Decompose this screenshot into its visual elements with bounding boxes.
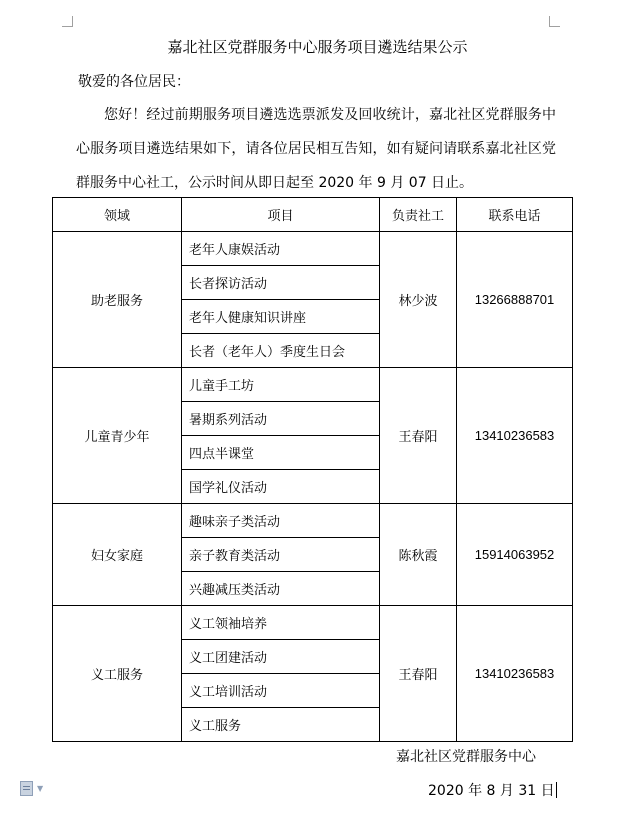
project-cell: 老年人健康知识讲座	[182, 300, 380, 334]
header-phone: 联系电话	[457, 198, 573, 232]
chevron-down-icon[interactable]: ▼	[37, 784, 44, 793]
table-row	[53, 504, 573, 538]
results-table	[52, 197, 573, 742]
signature: 嘉北社区党群服务中心	[396, 749, 536, 765]
project-cell: 兴趣减压类活动	[182, 572, 380, 606]
worker-cell: 王春阳	[380, 368, 457, 504]
project-cell: 国学礼仪活动	[182, 470, 380, 504]
crop-mark-icon	[549, 16, 560, 27]
table-row	[53, 232, 573, 266]
domain-cell: 义工服务	[53, 606, 182, 742]
header-worker: 负责社工	[380, 198, 457, 232]
domain-cell: 妇女家庭	[53, 504, 182, 606]
project-cell: 亲子教育类活动	[182, 538, 380, 572]
table-header-row	[53, 198, 573, 232]
worker-cell: 陈秋霞	[380, 504, 457, 606]
project-cell: 趣味亲子类活动	[182, 504, 380, 538]
header-project: 项目	[182, 198, 380, 232]
project-cell: 义工团建活动	[182, 640, 380, 674]
project-cell: 四点半课堂	[182, 436, 380, 470]
body-paragraph: 您好！经过前期服务项目遴选选票派发及回收统计，嘉北社区党群服务中心服务项目遴选结果如下，请各位居民相互告知，如有疑问请联系嘉北社区党群服务中心社工，公示时间从即日起至 2020 年 9 月 07 日止。	[76, 107, 556, 191]
table-row	[53, 368, 573, 402]
phone-cell: 15914063952	[457, 504, 573, 606]
date-line[interactable]	[428, 780, 557, 800]
worker-cell: 王春阳	[380, 606, 457, 742]
project-cell: 儿童手工坊	[182, 368, 380, 402]
page-title: 嘉北社区党群服务中心服务项目遴选结果公示	[167, 38, 468, 56]
crop-mark-icon	[62, 16, 73, 27]
worker-cell: 林少波	[380, 232, 457, 368]
project-cell: 老年人康娱活动	[182, 232, 380, 266]
date-text: 2020 年 8 月 31 日	[428, 783, 555, 799]
header-domain: 领域	[53, 198, 182, 232]
phone-cell: 13266888701	[457, 232, 573, 368]
document-icon[interactable]	[20, 781, 33, 796]
project-cell: 义工领袖培养	[182, 606, 380, 640]
domain-cell: 助老服务	[53, 232, 182, 368]
table-row	[53, 606, 573, 640]
project-cell: 暑期系列活动	[182, 402, 380, 436]
project-cell: 长者探访活动	[182, 266, 380, 300]
phone-cell: 13410236583	[457, 368, 573, 504]
text-cursor	[556, 782, 557, 798]
project-cell: 长者（老年人）季度生日会	[182, 334, 380, 368]
phone-cell: 13410236583	[457, 606, 573, 742]
project-cell: 义工服务	[182, 708, 380, 742]
greeting: 敬爱的各位居民：	[78, 74, 190, 90]
domain-cell: 儿童青少年	[53, 368, 182, 504]
project-cell: 义工培训活动	[182, 674, 380, 708]
